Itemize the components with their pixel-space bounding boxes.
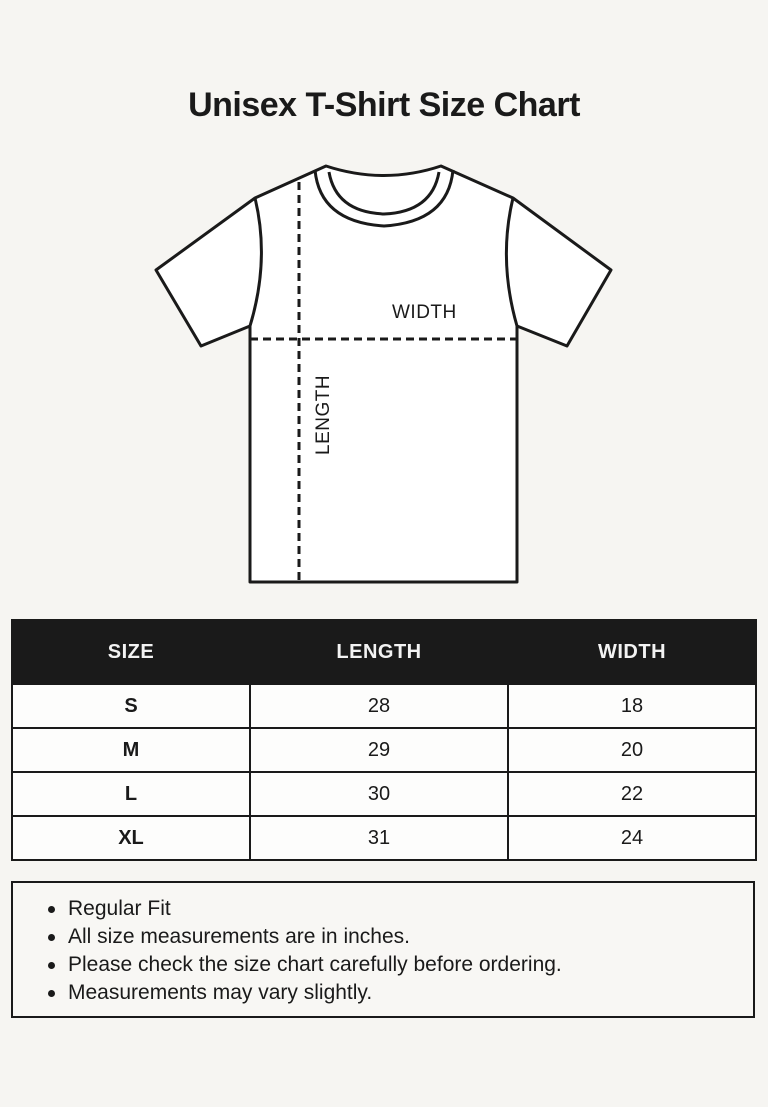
list-item: Regular Fit: [68, 895, 753, 923]
table-row: [12, 816, 756, 860]
size-cell: M: [12, 728, 250, 772]
width-cell: 20: [508, 728, 756, 772]
width-cell: 22: [508, 772, 756, 816]
size-cell: S: [12, 684, 250, 728]
length-label: LENGTH: [313, 374, 334, 455]
width-cell: 24: [508, 816, 756, 860]
length-cell: 28: [250, 684, 508, 728]
size-table: [11, 619, 757, 861]
list-item: Measurements may vary slightly.: [68, 979, 753, 1007]
notes-box: [11, 881, 755, 1018]
list-item: All size measurements are in inches.: [68, 923, 753, 951]
length-cell: 30: [250, 772, 508, 816]
header-length: LENGTH: [250, 620, 508, 684]
header-size: SIZE: [12, 620, 250, 684]
length-cell: 29: [250, 728, 508, 772]
table-row: [12, 772, 756, 816]
tshirt-outline: [156, 166, 611, 582]
width-label: WIDTH: [392, 302, 457, 323]
list-item: Please check the size chart carefully before ordering.: [68, 951, 753, 979]
header-width: WIDTH: [508, 620, 756, 684]
table-row: [12, 728, 756, 772]
width-cell: 18: [508, 684, 756, 728]
size-cell: L: [12, 772, 250, 816]
notes-list: [13, 883, 753, 1007]
tshirt-diagram: [0, 150, 768, 595]
table-row: [12, 684, 756, 728]
page-title: Unisex T-Shirt Size Chart: [188, 86, 580, 124]
size-cell: XL: [12, 816, 250, 860]
length-cell: 31: [250, 816, 508, 860]
table-header-row: [12, 620, 756, 684]
